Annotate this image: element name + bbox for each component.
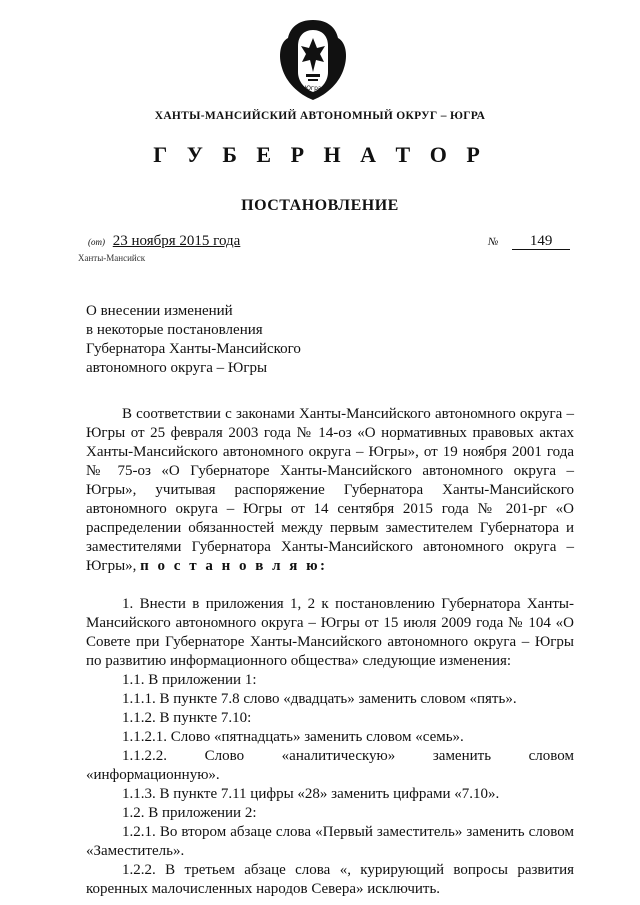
item-word: заменить (432, 748, 492, 764)
item-1-2-1: 1.2.1. Во втором абзаце слова «Первый заместитель» заменить словом «Заместитель». (86, 824, 574, 859)
item-word: 1.1.2.2. (122, 748, 167, 764)
date-value: 23 ноября 2015 года (112, 233, 241, 249)
number-value: 149 (512, 234, 570, 250)
document-number (488, 233, 570, 250)
number-sign: № (488, 236, 499, 248)
document-subject (86, 302, 301, 378)
item-1: 1. Внести в приложения 1, 2 к постановлению Губернатора Ханты-Мансийского автономного округа – Югры от 15 июля 2009 года № 104 «О Совете при Губернаторе Ханты-Мансийского автономного округа – Югры по развитию информационного общества» следующие изменения: (86, 596, 574, 669)
subject-line: в некоторые постановления (86, 322, 263, 338)
subject-line: автономного округа – Югры (86, 360, 268, 376)
subject-line: О внесении изменений (86, 303, 233, 319)
document-place: Ханты-Мансийск (78, 253, 146, 263)
preamble-paragraph (86, 405, 574, 576)
document-body (86, 405, 574, 899)
coat-of-arms-emblem (268, 16, 358, 104)
document-date (88, 233, 240, 250)
item-word: Слово (204, 748, 245, 764)
date-prefix: (от) (88, 237, 105, 247)
document-type: ПОСТАНОВЛЕНИЕ (241, 197, 399, 214)
item-1-1-1: 1.1.1. В пункте 7.8 слово «двадцать» заменить словом «пять». (122, 691, 517, 707)
region-name: ХАНТЫ-МАНСИЙСКИЙ АВТОНОМНЫЙ ОКРУГ – ЮГРА (154, 110, 486, 122)
item-1-1-3: 1.1.3. В пункте 7.11 цифры «28» заменить цифрами «7.10». (122, 786, 500, 802)
item-1-1-2-2 (86, 747, 574, 766)
item-word: «аналитическую» (281, 748, 396, 764)
item-1-1-2-1: 1.1.2.1. Слово «пятнадцать» заменить словом «семь». (122, 729, 464, 745)
item-1-1-2: 1.1.2. В пункте 7.10: (122, 710, 252, 726)
item-1-1: 1.1. В приложении 1: (122, 672, 257, 688)
item-1-2-2: 1.2.2. В третьем абзаце слова «, курирующий вопросы развития коренных малочисленных народов Севера» исключить. (86, 862, 574, 897)
subject-line: Губернатора Ханты-Мансийского (86, 341, 301, 357)
governor-title: Г У Б Е Р Н А Т О Р (153, 142, 487, 167)
preamble-text: В соответствии с законами Ханты-Мансийского автономного округа – Югры от 25 февраля 2003 года № 14-оз «О нормативных правовых актах Ханты-Мансийского автономного округа – Югры», от 19 ноября 2001 года № 75-оз «О Губернаторе Ханты-Мансийского автономного округа – Югры», учитывая распоряжение Губернатора Ханты-Мансийского автономного округа – Югры от 14 сентября 2015 года № 201-рг «О распределении обязанностей между первым заместителем Губернатора и заместителями Губернатора Ханты-Мансийского автономного округа – Югры», (86, 406, 574, 574)
item-1-2: 1.2. В приложении 2: (122, 805, 257, 821)
resolve-word: п о с т а н о в л я ю: (140, 558, 328, 574)
item-word: словом (528, 748, 574, 764)
item-1-1-2-2-end: «информационную». (86, 767, 220, 783)
svg-text:Югра: Югра (304, 85, 322, 92)
